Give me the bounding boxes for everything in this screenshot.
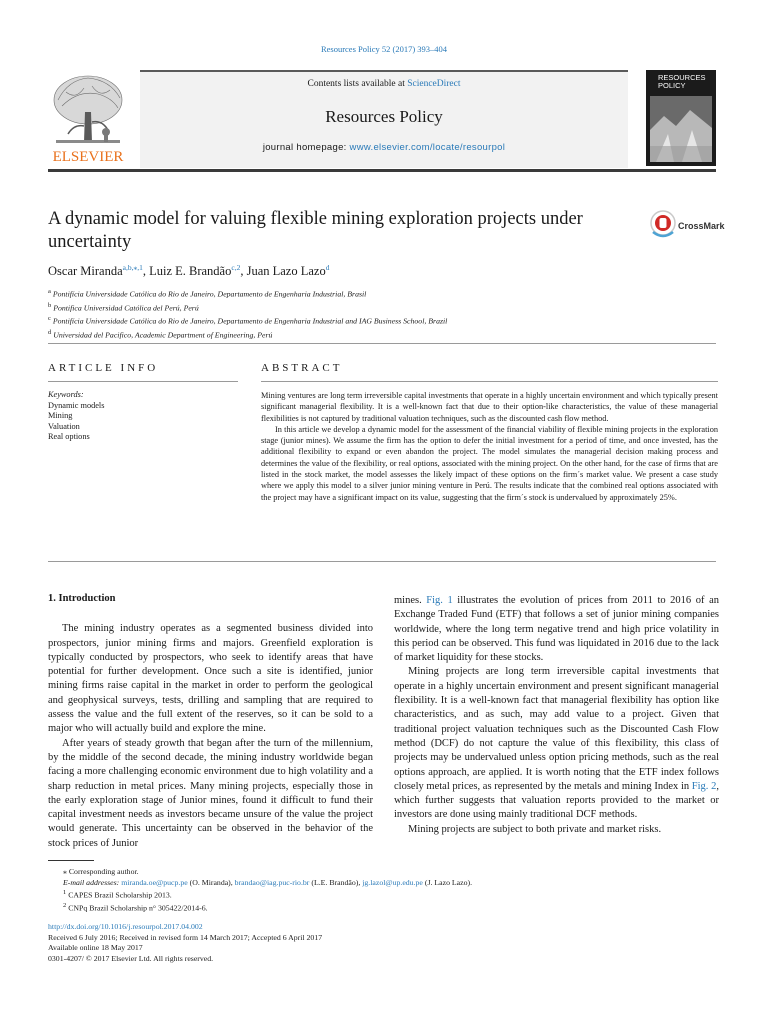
keyword: Dynamic models <box>48 400 105 410</box>
publication-info <box>48 922 716 964</box>
body-column-left <box>48 592 373 851</box>
author-name: Oscar Miranda <box>48 264 123 279</box>
email-link[interactable]: brandao@iag.puc-rio.br <box>234 877 310 887</box>
author-affil-marks[interactable]: a,b,⁎,1 <box>122 263 143 272</box>
affiliations <box>48 286 447 340</box>
keyword: Mining <box>48 411 73 420</box>
author-affil-marks[interactable]: c,2 <box>231 263 241 272</box>
journal-homepage: journal homepage: www.elsevier.com/locate/resourpol <box>262 142 506 153</box>
homepage-link[interactable]: www.elsevier.com/locate/resourpol <box>349 142 506 153</box>
cover-image-icon <box>646 90 716 166</box>
footnote-item: $^1$ CAPES Brazil Scholarship 2013. <box>63 889 172 900</box>
author-name: Luiz E. Brandão <box>149 264 232 279</box>
abstract-text <box>261 390 718 503</box>
section-title: 1. Introduction <box>48 593 116 604</box>
body-column-right <box>394 594 719 837</box>
abstract-paragraph: In this article we develop a dynamic model for the assessment of the financial viability of flexible mining projects in the exploration stage (junior mines). We assume the firm has the option to defer the initial investment for a period of time, and once invested, has the additional flexibility to expand or even abandon the project. The model simulates the managerial decision making process and determines the value of the flexibility, or real options, associated with the mining project. On the other hand, for the case of firms that are listed in the stock market, the model assesses the likely impact of these options on the firm´s market value. We present a case study where we apply this model to a silver junior mining venture in Perú. The results indicate that the combined real options associated with the project may have a significant impact on its value, suggesting that the firm´s stock is undervalued by approximately 25%. <box>261 424 718 502</box>
keywords-label: Keywords: <box>48 390 84 399</box>
keywords-block <box>48 390 238 443</box>
divider <box>261 381 718 382</box>
affiliation-item: $^a$ Pontifícia Universidade Católica do Rio de Janeiro, Departamento de Engenharia Industrial, Brasil <box>48 288 367 299</box>
footnote-item: $^2$ CNPq Brazil Scholarship n° 305422/2014-6. <box>63 902 208 913</box>
affiliation-item: $^b$ Pontifica Universidad Católica del Perú, Perú <box>48 301 199 313</box>
crossmark-label: CrossMark <box>678 221 725 231</box>
crossmark-icon <box>650 210 676 240</box>
email-link[interactable]: jg.lazol@up.edu.pe <box>362 877 423 887</box>
contents-line: Contents lists available at ScienceDirect <box>307 79 461 89</box>
footnotes <box>48 867 716 914</box>
figure-link[interactable]: Fig. 2 <box>691 780 717 792</box>
body-paragraph: Mining projects are long term irreversible capital investments that operate in a highly uncertain environment and present significant managerial flexibility. It is a well-known fact that managerial flexibility has option like characteristics, and as such, may add value to a project. Given that traditional project valuation techniques such as the Discounted Cash Flow method (DCF) do not capture the value of this flexibility, this class of projects may be undervalued unless option pricing methods, such as the real options approach, are applied. It is worth noting that the ETF index follows closely metal prices, as represented by the metals and mining Index in Fig. 2, which further suggests that valuation reports provided to the market or investors are done using mainly traditional DCF methods. <box>394 666 719 821</box>
body-paragraph: mines. Fig. 1 illustrates the evolution of prices from 2011 to 2016 of an Exchange Traded Fund (ETF) that follows a set of junior mining companies worldwide, where the long term negative trend and high price volatility in this period can be observed. This fund was liquidated in 2016 due to the lack of market liquidity for these stocks. <box>394 595 719 664</box>
divider <box>48 561 716 562</box>
footnote-emails: E-mail addresses: miranda.oe@pucp.pe (O. Miranda), brandao@iag.puc-rio.br (L.E. Brandão), jg.lazol@up.edu.pe (J. Lazo Lazo). <box>63 877 473 887</box>
article-title: A dynamic model for valuing flexible mining exploration projects under uncertainty <box>48 209 583 252</box>
crossmark-badge[interactable] <box>650 210 725 240</box>
affiliation-item: $^d$ Universidad del Pacifico, Academic Department of Engineering, Perú <box>48 328 273 340</box>
figure-link[interactable]: Fig. 1 <box>426 595 453 606</box>
elsevier-logo[interactable] <box>48 70 128 165</box>
body-paragraph: Mining projects are subject to both private and market risks. <box>408 823 662 835</box>
body-paragraph: After years of steady growth that began after the turn of the millennium, by the middle of the second decade, the mining industry worldwide began facing a more challenging economic environment due to high volatility and a sharp reduction in metal prices. Many mining projects, especially those in the early exploration stage of Junior mines, found it difficult to fund their capital investment needs as investors became unsure of the value the project would generate. This uncertainty can be observed in the behavior of the stock prices of Junior <box>48 737 373 849</box>
received-dates: Received 6 July 2016; Received in revised form 14 March 2017; Accepted 6 April 2017 <box>48 932 323 942</box>
author-list: Oscar Miranda$^{a,b,⁎,1}$, Luiz E. Brandão$^{c,2}$, Juan Lazo Lazo$^d$ <box>48 263 330 279</box>
footnote-corresponding: ⁎ Corresponding author. <box>63 867 139 876</box>
article-info-heading: ARTICLE INFO <box>48 362 159 374</box>
elsevier-wordmark: ELSEVIER <box>52 149 124 165</box>
abstract-heading: ABSTRACT <box>261 362 343 374</box>
footnote-rule <box>48 860 94 861</box>
divider <box>48 381 238 382</box>
divider <box>48 343 716 344</box>
elsevier-tree-icon <box>48 70 128 165</box>
keyword: Valuation <box>48 421 80 431</box>
journal-name: Resources Policy <box>325 107 443 126</box>
body-paragraph: The mining industry operates as a segmented business divided into prospectors, junior mining firms and majors. Greenfield exploration is typically conducted by prospectors, who seek to identify areas that have potential for further development. Once such a site is identified, junior mining firms raise capital in the market in order to perform the geological and geophysical surveys, tests, drilling and sampling that are required to assess the value and the full extent of the reserves, so it can be sold to a major who will actually build and explore the mine. <box>48 623 373 735</box>
header-rule <box>48 169 716 172</box>
keyword: Real options <box>48 432 90 441</box>
affiliation-item: $^c$ Pontifícia Universidade Católica do Rio de Janeiro, Departamento de Engenharia Industrial and IAG Business School, Brazil <box>48 315 448 326</box>
available-online: Available online 18 May 2017 <box>48 943 143 952</box>
doi-link[interactable]: http://dx.doi.org/10.1016/j.resourpol.2017.04.002 <box>48 922 203 931</box>
author-name: Juan Lazo Lazo <box>246 264 326 279</box>
email-link[interactable]: miranda.oe@pucp.pe <box>121 877 188 887</box>
journal-reference[interactable]: Resources Policy 52 (2017) 393–404 <box>320 44 448 54</box>
cover-title: RESOURCES POLICY <box>658 73 706 90</box>
copyright: 0301-4207/ © 2017 Elsevier Ltd. All rights reserved. <box>48 953 214 963</box>
journal-header-band <box>140 70 628 168</box>
abstract-paragraph: Mining ventures are long term irreversible capital investments that operate in a highly uncertain environment and which typically present significant managerial flexibility. It is a well-known fact that due to their option-like characteristics, the value of these managerial flexibilities is not captured by traditional valuation techniques, such as the discounted cash flow method. <box>261 391 718 423</box>
sciencedirect-link[interactable]: ScienceDirect <box>407 79 461 89</box>
journal-cover-thumbnail[interactable] <box>646 70 716 166</box>
author-affil-marks[interactable]: d <box>325 263 330 272</box>
